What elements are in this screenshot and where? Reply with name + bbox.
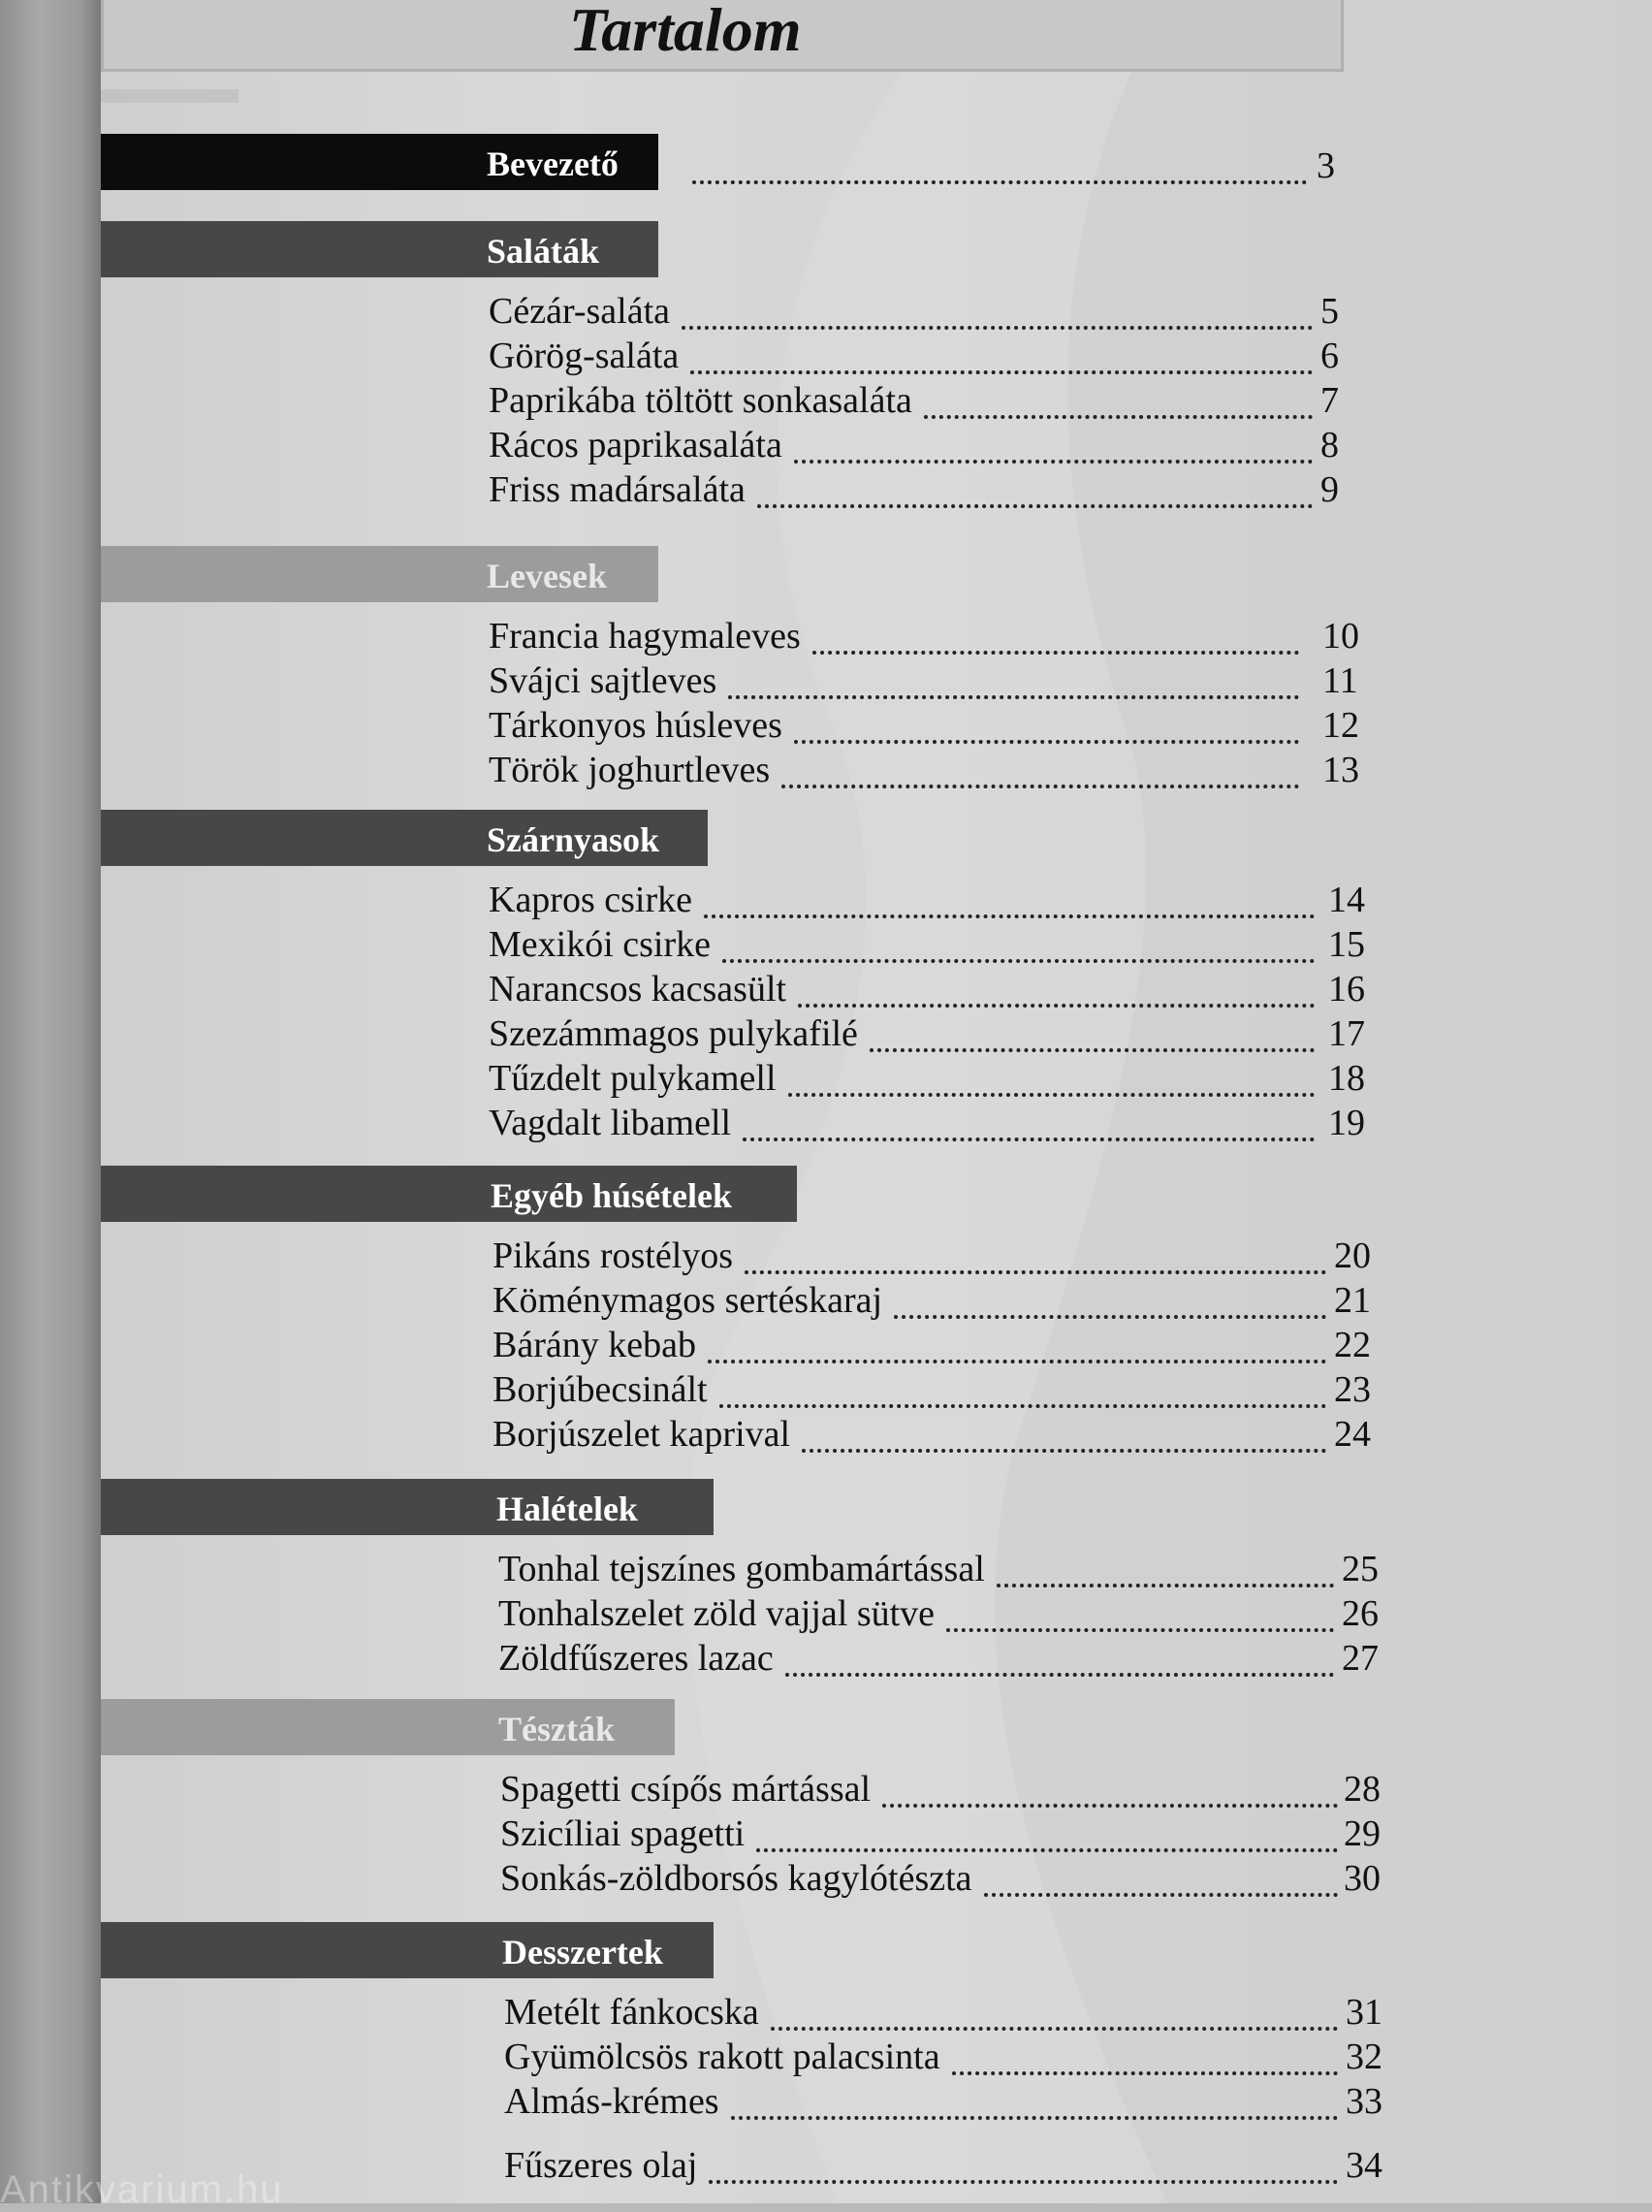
toc-entry[interactable] bbox=[492, 1323, 1392, 1367]
page-number: 24 bbox=[1334, 1414, 1371, 1455]
toc-entry[interactable] bbox=[504, 1990, 1404, 2035]
leader-dots bbox=[788, 1087, 1315, 1097]
entry-title: Almás-krémes bbox=[504, 2081, 719, 2122]
entry-title: Török joghurtleves bbox=[489, 750, 771, 790]
section-title: Bevezető bbox=[487, 144, 619, 183]
page-number: 26 bbox=[1342, 1593, 1379, 1634]
page-number: 16 bbox=[1328, 969, 1365, 1010]
toc-entry[interactable] bbox=[489, 658, 1381, 703]
leader-dots bbox=[709, 2174, 1338, 2184]
page-number: 12 bbox=[1322, 705, 1359, 746]
toc-entry[interactable] bbox=[500, 1856, 1402, 1901]
book-spine bbox=[0, 0, 101, 2203]
entry-title: Svájci sajtleves bbox=[489, 660, 717, 701]
entry-title: Görög-saláta bbox=[489, 336, 680, 376]
section-title: Levesek bbox=[487, 557, 607, 595]
page-number: 19 bbox=[1328, 1103, 1365, 1143]
entry-title: Fűszeres olaj bbox=[504, 2145, 698, 2186]
toc-entry[interactable] bbox=[489, 748, 1381, 792]
page-number: 31 bbox=[1346, 1992, 1382, 2033]
entry-title: Pikáns rostélyos bbox=[492, 1235, 734, 1276]
entry-title: Francia hagymaleves bbox=[489, 616, 801, 657]
page-number: 8 bbox=[1320, 425, 1339, 465]
entry-title: Tonhalszelet zöld vajjal sütve bbox=[498, 1593, 936, 1634]
leader-dots bbox=[997, 1578, 1334, 1587]
page-number: 28 bbox=[1344, 1769, 1381, 1810]
toc-entry[interactable] bbox=[489, 878, 1386, 922]
entry-title: Szicíliai spagetti bbox=[500, 1813, 746, 1854]
leader-dots bbox=[704, 909, 1315, 918]
leader-dots bbox=[692, 175, 1307, 184]
toc-entry[interactable] bbox=[489, 1101, 1386, 1145]
entry-title: Zöldfűszeres lazac bbox=[498, 1638, 774, 1679]
section-header bbox=[101, 221, 658, 277]
leader-dots bbox=[757, 498, 1313, 508]
section-header bbox=[101, 1479, 714, 1535]
toc-entry[interactable] bbox=[498, 1591, 1400, 1636]
entry-title: Spagetti csípős mártással bbox=[500, 1769, 872, 1810]
toc-entry[interactable] bbox=[500, 1767, 1402, 1811]
toc-entry[interactable] bbox=[492, 1367, 1392, 1412]
leader-dots bbox=[743, 1132, 1315, 1141]
leader-dots bbox=[719, 1398, 1326, 1408]
toc-entry[interactable] bbox=[489, 378, 1379, 423]
toc-entry[interactable] bbox=[492, 1412, 1392, 1457]
leader-dots bbox=[812, 645, 1299, 655]
entry-title: Friss madársaláta bbox=[489, 469, 746, 510]
leader-dots bbox=[882, 1798, 1338, 1808]
leader-dots bbox=[794, 454, 1313, 464]
page-number: 33 bbox=[1346, 2081, 1382, 2122]
page-number: 15 bbox=[1328, 924, 1365, 965]
entry-title: Rácos paprikasaláta bbox=[489, 425, 782, 465]
toc-entry[interactable] bbox=[500, 1811, 1402, 1856]
toc-entry[interactable] bbox=[489, 334, 1379, 378]
section-header bbox=[101, 546, 658, 602]
leader-dots bbox=[984, 1887, 1338, 1897]
page-number: 25 bbox=[1342, 1549, 1379, 1589]
page-number: 32 bbox=[1346, 2036, 1382, 2077]
page-number: 9 bbox=[1320, 469, 1339, 510]
page-number: 7 bbox=[1320, 380, 1339, 421]
toc-entry[interactable] bbox=[504, 2143, 1404, 2188]
toc-entry[interactable] bbox=[492, 1234, 1392, 1278]
entry-title: Tárkonyos húsleves bbox=[489, 705, 782, 746]
page-number: 3 bbox=[1317, 145, 1335, 186]
page-number: 6 bbox=[1320, 336, 1339, 376]
entry-title: Kapros csirke bbox=[489, 880, 692, 920]
section-title: Tészták bbox=[498, 1710, 615, 1748]
title-bar bbox=[101, 0, 1344, 72]
toc-entry[interactable] bbox=[692, 144, 1371, 188]
leader-dots bbox=[756, 1843, 1338, 1852]
page-number: 30 bbox=[1344, 1858, 1381, 1899]
page-title: Tartalom bbox=[569, 0, 802, 64]
leader-dots bbox=[894, 1309, 1326, 1319]
entry-title: Köménymagos sertéskaraj bbox=[492, 1280, 883, 1321]
toc-entry[interactable] bbox=[489, 703, 1381, 748]
section-header bbox=[101, 1166, 797, 1222]
toc-entry[interactable] bbox=[498, 1547, 1400, 1591]
section-title: Egyéb húsételek bbox=[491, 1176, 733, 1215]
page-number: 23 bbox=[1334, 1369, 1371, 1410]
page-number: 18 bbox=[1328, 1058, 1365, 1099]
toc-entry[interactable] bbox=[489, 614, 1381, 658]
leader-dots bbox=[798, 998, 1315, 1008]
entry-title: Tűzdelt pulykamell bbox=[489, 1058, 777, 1099]
leader-dots bbox=[870, 1042, 1315, 1052]
toc-entry[interactable] bbox=[489, 1011, 1386, 1056]
leader-dots bbox=[802, 1443, 1326, 1453]
section-title: Szárnyasok bbox=[487, 820, 660, 859]
leader-dots bbox=[946, 1622, 1334, 1632]
leader-dots bbox=[682, 320, 1313, 330]
page-number: 14 bbox=[1328, 880, 1365, 920]
title-stub bbox=[101, 89, 238, 103]
page-number: 13 bbox=[1322, 750, 1359, 790]
leader-dots bbox=[728, 689, 1299, 699]
page-number: 5 bbox=[1320, 291, 1339, 332]
leader-dots bbox=[722, 953, 1315, 963]
entry-title: Tonhal tejszínes gombamártással bbox=[498, 1549, 985, 1589]
section-title: Halételek bbox=[496, 1490, 638, 1528]
entry-title: Borjúbecsinált bbox=[492, 1369, 708, 1410]
contents-page bbox=[101, 0, 1652, 2203]
toc-entry[interactable] bbox=[504, 2035, 1404, 2079]
toc-entry[interactable] bbox=[489, 922, 1386, 967]
page-number: 17 bbox=[1328, 1013, 1365, 1054]
toc-entry[interactable] bbox=[489, 467, 1379, 512]
toc-entry[interactable] bbox=[504, 2079, 1404, 2124]
toc-entry[interactable] bbox=[489, 423, 1379, 467]
page-number: 20 bbox=[1334, 1235, 1371, 1276]
entry-title: Gyümölcsös rakott palacsinta bbox=[504, 2036, 940, 2077]
toc-entry[interactable] bbox=[498, 1636, 1400, 1681]
entry-title: Bárány kebab bbox=[492, 1325, 696, 1365]
entry-title: Mexikói csirke bbox=[489, 924, 712, 965]
page-number: 29 bbox=[1344, 1813, 1381, 1854]
leader-dots bbox=[745, 1265, 1326, 1274]
entry-title: Sonkás-zöldborsós kagylótészta bbox=[500, 1858, 972, 1899]
entry-title: Paprikába töltött sonkasaláta bbox=[489, 380, 912, 421]
leader-dots bbox=[731, 2110, 1338, 2120]
section-title: Saláták bbox=[487, 232, 600, 271]
entry-title: Szezámmagos pulykafilé bbox=[489, 1013, 858, 1054]
leader-dots bbox=[771, 2021, 1338, 2031]
leader-dots bbox=[794, 734, 1299, 744]
section-header bbox=[101, 1699, 675, 1755]
toc-entry[interactable] bbox=[489, 1056, 1386, 1101]
toc-entry[interactable] bbox=[489, 289, 1379, 334]
leader-dots bbox=[781, 779, 1299, 788]
leader-dots bbox=[785, 1667, 1334, 1677]
section-title: Desszertek bbox=[502, 1933, 663, 1972]
section-header bbox=[101, 810, 708, 866]
entry-title: Borjúszelet kaprival bbox=[492, 1414, 791, 1455]
leader-dots bbox=[952, 2066, 1338, 2075]
leader-dots bbox=[690, 365, 1313, 374]
section-header bbox=[101, 1922, 714, 1978]
leader-dots bbox=[708, 1354, 1326, 1363]
page-number: 11 bbox=[1322, 660, 1358, 701]
entry-title: Vagdalt libamell bbox=[489, 1103, 732, 1143]
page-number: 10 bbox=[1322, 616, 1359, 657]
entry-title: Metélt fánkocska bbox=[504, 1992, 759, 2033]
toc-entry[interactable] bbox=[492, 1278, 1392, 1323]
page-number: 22 bbox=[1334, 1325, 1371, 1365]
section-header bbox=[101, 134, 658, 190]
toc-entry[interactable] bbox=[489, 967, 1386, 1011]
leader-dots bbox=[924, 409, 1313, 419]
watermark: Antikvarium.hu bbox=[0, 2168, 284, 2211]
entry-title: Narancsos kacsasült bbox=[489, 969, 787, 1010]
page-number: 34 bbox=[1346, 2145, 1382, 2186]
page-number: 21 bbox=[1334, 1280, 1371, 1321]
page-number: 27 bbox=[1342, 1638, 1379, 1679]
entry-title: Cézár-saláta bbox=[489, 291, 670, 332]
